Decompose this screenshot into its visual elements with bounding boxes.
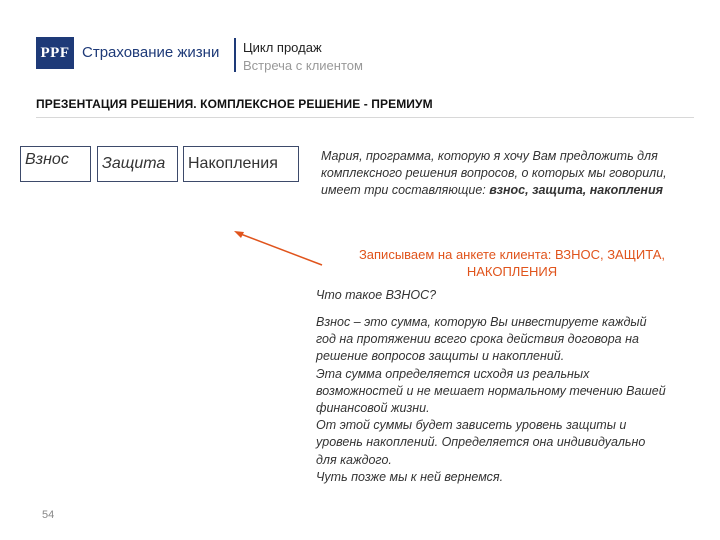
body-line: финансовой жизни. bbox=[316, 401, 430, 416]
body-line: год на протяжении всего срока действия договора на bbox=[316, 332, 639, 347]
question-text: Что такое ВЗНОС? bbox=[316, 288, 437, 302]
company-name: Страхование жизни bbox=[82, 44, 220, 61]
intro-bold: взнос, защита, накопления bbox=[489, 183, 663, 197]
note-line-2: НАКОПЛЕНИЯ bbox=[466, 264, 558, 279]
box-zashchita: Защита bbox=[97, 146, 178, 182]
ppf-logo: PPF bbox=[36, 37, 74, 69]
intro-plain: Мария, программа, которую я хочу Вам предложить для комплексного решения вопросов, о которых мы говорили, имеет три составляющие: bbox=[321, 149, 667, 197]
page-number: 54 bbox=[42, 509, 55, 521]
note-line-1: Записываем на анкете клиента: ВЗНОС, ЗАЩИТА, bbox=[358, 247, 666, 262]
header-title: Цикл продаж bbox=[243, 40, 322, 55]
body-line: Эта сумма определяется исходя из реальных bbox=[316, 366, 590, 381]
body-text bbox=[316, 314, 716, 486]
box-nakopleniya: Накопления bbox=[183, 146, 299, 182]
body-line: уровень накоплений. Определяется она индивидуально bbox=[316, 435, 646, 450]
header-subtitle: Встреча с клиентом bbox=[243, 58, 363, 73]
box-vznos: Взнос bbox=[20, 146, 91, 182]
slide-heading: ПРЕЗЕНТАЦИЯ РЕШЕНИЯ. КОМПЛЕКСНОЕ РЕШЕНИЕ - ПРЕМИУМ bbox=[36, 97, 433, 111]
body-line: возможностей и не мешает нормальному течению Вашей bbox=[316, 383, 666, 398]
annotation-note bbox=[332, 246, 692, 280]
body-line: От этой суммы будет зависеть уровень защиты и bbox=[316, 418, 627, 433]
body-line: Чуть позже мы к ней вернемся. bbox=[316, 469, 504, 484]
body-line: для каждого. bbox=[316, 452, 392, 467]
body-line: решение вопросов защиты и накоплений. bbox=[316, 349, 565, 364]
body-line: Взнос – это сумма, которую Вы инвестируете каждый bbox=[316, 315, 647, 329]
